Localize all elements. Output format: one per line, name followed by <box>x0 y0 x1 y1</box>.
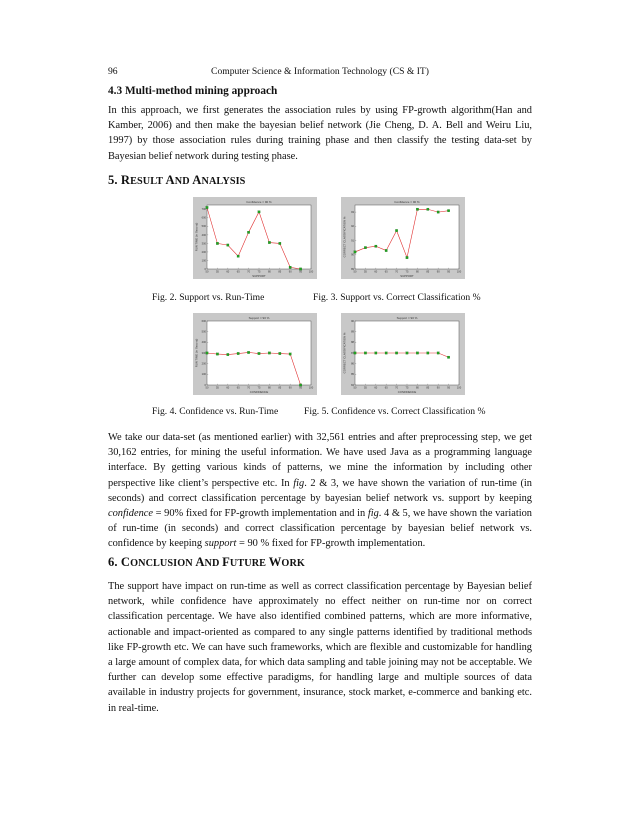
chart-title: Confidence = 90 % <box>394 200 420 204</box>
y-tick-label: 100 <box>201 259 206 263</box>
x-axis-label: SUPPORT <box>400 274 414 278</box>
figure-2 <box>193 197 317 279</box>
math-eq: = 90 % <box>236 538 270 550</box>
figure-3-caption: Fig. 3. Support vs. Correct Classification % <box>313 292 481 303</box>
x-tick-label: 70 <box>247 386 251 390</box>
y-tick-label: 88 <box>351 341 354 345</box>
x-tick-label: 55 <box>215 270 219 274</box>
data-point <box>227 244 229 246</box>
chart-support-vs-runtime <box>193 197 317 279</box>
figure-4-caption: Fig. 4. Confidence vs. Run-Time <box>152 406 279 417</box>
y-tick-label: 84 <box>351 383 354 387</box>
text-run: entries, for mining the useful information. We have used Java as a programming language interface. By getting various kinds of patterns, we mine the information by including other perspective like client’s perspective etc. In <box>108 447 532 489</box>
x-tick-label: 95 <box>447 386 451 390</box>
heading-part: ND <box>174 176 193 187</box>
x-tick-label: 75 <box>405 270 409 274</box>
x-tick-label: 75 <box>257 386 261 390</box>
y-tick-label: 300 <box>201 351 206 355</box>
x-axis-label: SUPPORT <box>252 274 266 278</box>
heading-part: A <box>192 173 202 187</box>
y-tick-label: 0 <box>204 383 206 387</box>
y-tick-label: 600 <box>201 319 206 323</box>
data-point <box>395 352 397 354</box>
math-confidence: confidence <box>108 508 154 520</box>
y-tick-label: 600 <box>201 216 206 220</box>
x-tick-label: 80 <box>415 386 419 390</box>
section-5-paragraph <box>108 430 532 552</box>
data-point <box>279 352 281 354</box>
data-point <box>385 352 387 354</box>
section-4-3-heading: 4.3 Multi-method mining approach <box>108 85 278 97</box>
data-point <box>427 352 429 354</box>
math-fig: fig <box>293 477 305 489</box>
x-tick-label: 50 <box>205 270 209 274</box>
x-tick-label: 85 <box>278 270 282 274</box>
data-point <box>299 384 301 386</box>
x-tick-label: 90 <box>288 386 292 390</box>
chart-confidence-vs-runtime <box>193 313 317 395</box>
x-tick-label: 50 <box>205 386 209 390</box>
figure-4 <box>193 313 317 395</box>
entry-count-clean: 30,162 <box>108 447 137 459</box>
data-point <box>216 353 218 355</box>
data-point <box>216 242 218 244</box>
math-support: support <box>204 538 237 550</box>
x-tick-label: 65 <box>236 386 240 390</box>
heading-part: NALYSIS <box>201 176 246 187</box>
y-tick-label: 86 <box>351 362 354 366</box>
x-axis-label: CONFIDENCE <box>397 390 417 394</box>
x-tick-label: 100 <box>456 270 462 274</box>
heading-part: F <box>222 555 230 569</box>
page-number: 96 <box>108 66 118 77</box>
x-tick-label: 60 <box>226 386 230 390</box>
y-tick-label: 700 <box>201 208 206 212</box>
chart-support-vs-correct-classification <box>341 197 465 279</box>
data-point <box>268 352 270 354</box>
x-tick-label: 55 <box>363 386 367 390</box>
data-point <box>364 352 366 354</box>
heading-part: ESULT <box>130 176 166 187</box>
y-tick-label: 91 <box>351 239 354 243</box>
text-run: fixed for FP-growth implementation and in <box>183 508 368 520</box>
x-tick-label: 50 <box>353 386 357 390</box>
heading-part: W <box>268 555 282 569</box>
x-tick-label: 85 <box>426 386 430 390</box>
y-tick-label: 400 <box>201 341 206 345</box>
x-tick-label: 65 <box>236 270 240 274</box>
x-tick-label: 70 <box>395 386 399 390</box>
data-point <box>416 208 418 210</box>
heading-part: ORK <box>281 558 305 569</box>
text-run: . 2 & 3 <box>304 477 337 489</box>
data-point <box>289 353 291 355</box>
text-run: entries and after preprocessing step, we get <box>344 432 532 443</box>
data-point <box>447 209 449 211</box>
data-point <box>206 352 208 354</box>
section-6-paragraph: The support have impact on run-time as well as correct classification percentage by Bayesian belief network, while confidence have approximately no effect neither on run-time nor on correct classification percentage. We have also identified combined patterns, which are more informative, actionable and impact-oriented as compared to any single patterns identified by traditional methods like FP-growth etc. We can have such frameworks, which are flexible and customizable for handling a large amount of complex data, for which data sampling and table joining may not be acceptable. We further can develop some effective paradigms, for handling large and multiple sources of data available in industry projects for government, insurance, stock market, e-commerce and banking etc. in real-time. <box>108 581 532 714</box>
figure-3 <box>341 197 465 279</box>
data-point <box>247 231 249 233</box>
plot-area <box>204 205 311 271</box>
heading-part: 6. C <box>108 555 131 569</box>
text-run: , we have shown the variation of run-time (in seconds) and correct classification percentage by bayesian belief network vs. support by keeping <box>108 477 532 504</box>
x-tick-label: 90 <box>436 386 440 390</box>
data-point <box>289 266 291 268</box>
x-tick-label: 75 <box>257 270 261 274</box>
x-tick-label: 90 <box>288 270 292 274</box>
heading-part: A <box>195 555 205 569</box>
heading-part: ONCLUSION <box>130 558 196 569</box>
text-run: . 4 & 5 <box>378 508 408 520</box>
running-header <box>108 66 532 80</box>
y-tick-label: 500 <box>201 225 206 229</box>
x-tick-label: 95 <box>447 270 451 274</box>
y-tick-label: 500 <box>201 330 206 334</box>
y-axis-label: CORRECT CLASSIFICATION % <box>342 332 347 374</box>
data-point <box>354 352 356 354</box>
data-point <box>279 242 281 244</box>
y-tick-label: 89 <box>351 267 354 271</box>
data-point <box>237 255 239 257</box>
y-tick-label: 100 <box>201 373 206 377</box>
plot-area <box>355 205 459 269</box>
y-axis-label: RUN TIME (in Second) <box>194 338 199 368</box>
x-tick-label: 55 <box>363 270 367 274</box>
figure-2-caption: Fig. 2. Support vs. Run-Time <box>152 292 265 303</box>
x-tick-label: 50 <box>353 270 357 274</box>
y-tick-label: 200 <box>201 250 206 254</box>
y-tick-label: 93 <box>351 211 354 215</box>
heading-part: 5. R <box>108 173 131 187</box>
heading-part: ND <box>204 558 223 569</box>
x-tick-label: 65 <box>384 270 388 274</box>
x-tick-label: 80 <box>267 270 271 274</box>
data-point <box>406 256 408 258</box>
data-point <box>258 352 260 354</box>
x-tick-label: 60 <box>374 270 378 274</box>
x-tick-label: 65 <box>384 386 388 390</box>
data-point <box>406 352 408 354</box>
y-tick-label: 87 <box>351 351 354 355</box>
y-axis-label: RUN TIME (in Second) <box>194 222 199 252</box>
x-tick-label: 70 <box>395 270 399 274</box>
x-tick-label: 75 <box>405 386 409 390</box>
y-tick-label: 200 <box>201 362 206 366</box>
x-axis-label: CONFIDENCE <box>249 390 269 394</box>
y-tick-label: 85 <box>351 373 354 377</box>
x-tick-label: 85 <box>426 270 430 274</box>
x-tick-label: 55 <box>215 386 219 390</box>
x-tick-label: 80 <box>267 386 271 390</box>
x-tick-label: 60 <box>226 270 230 274</box>
math-eq: = 90% <box>153 508 184 520</box>
data-point <box>437 352 439 354</box>
data-point <box>354 251 356 253</box>
data-point <box>375 352 377 354</box>
x-tick-label: 100 <box>308 270 314 274</box>
data-point <box>437 211 439 213</box>
data-point <box>237 352 239 354</box>
data-point <box>427 208 429 210</box>
data-point <box>206 206 208 208</box>
x-tick-label: 95 <box>299 270 303 274</box>
x-tick-label: 60 <box>374 386 378 390</box>
x-tick-label: 90 <box>436 270 440 274</box>
chart-title: Support = 90 % <box>396 316 418 320</box>
heading-part: UTURE <box>229 558 269 569</box>
x-tick-label: 70 <box>247 270 251 274</box>
data-point <box>299 268 301 270</box>
figure-5-caption: Fig. 5. Confidence vs. Correct Classification % <box>304 406 486 417</box>
y-tick-label: 90 <box>351 319 354 323</box>
section-4-3-paragraph: In this approach, we first generates the association rules by using FP-growth algorithm(Han and Kamber, 2006) and then make the bayesian belief network (Jie Cheng, D. A. Bell and Weiru Liu, 1997) by those association rules during training phase and then classify the testing data-set by Bayesian belief network during testing phase. <box>108 105 532 162</box>
y-tick-label: 92 <box>351 225 354 229</box>
section-5-heading <box>108 173 245 188</box>
entry-count-raw: 32,561 <box>316 432 345 443</box>
data-point <box>447 356 449 358</box>
data-point <box>364 246 366 248</box>
y-tick-label: 0 <box>204 267 206 271</box>
x-tick-label: 85 <box>278 386 282 390</box>
journal-title: Computer Science & Information Technology (CS & IT) <box>211 66 429 77</box>
chart-title: Confidence = 90 % <box>246 200 272 204</box>
data-point <box>227 353 229 355</box>
heading-part: A <box>165 173 175 187</box>
y-axis-label: CORRECT CLASSIFICATION % <box>342 216 347 258</box>
x-tick-label: 100 <box>456 386 462 390</box>
math-fig: fig <box>367 508 379 520</box>
figure-5 <box>341 313 465 395</box>
data-point <box>385 249 387 251</box>
y-tick-label: 400 <box>201 233 206 237</box>
x-tick-label: 80 <box>415 270 419 274</box>
data-point <box>395 229 397 231</box>
x-tick-label: 100 <box>308 386 314 390</box>
section-6-heading <box>108 555 305 570</box>
x-tick-label: 95 <box>299 386 303 390</box>
data-point <box>375 245 377 247</box>
data-point <box>258 211 260 213</box>
data-point <box>416 352 418 354</box>
data-point <box>268 241 270 243</box>
text-run: We take our data-set (as mentioned earlier) with <box>108 432 317 443</box>
chart-title: Support = 90 % <box>248 316 270 320</box>
y-tick-label: 300 <box>201 242 206 246</box>
text-run: fixed for FP-growth implementation. <box>269 538 426 550</box>
y-tick-label: 90 <box>351 253 354 257</box>
data-point <box>247 351 249 353</box>
y-tick-label: 89 <box>351 330 354 334</box>
chart-confidence-vs-correct-classification <box>341 313 465 395</box>
text-run: , we have shown the variation of run-time (in seconds) and correct classification percentage by bayesian belief network vs. confidence by keeping <box>108 508 532 550</box>
